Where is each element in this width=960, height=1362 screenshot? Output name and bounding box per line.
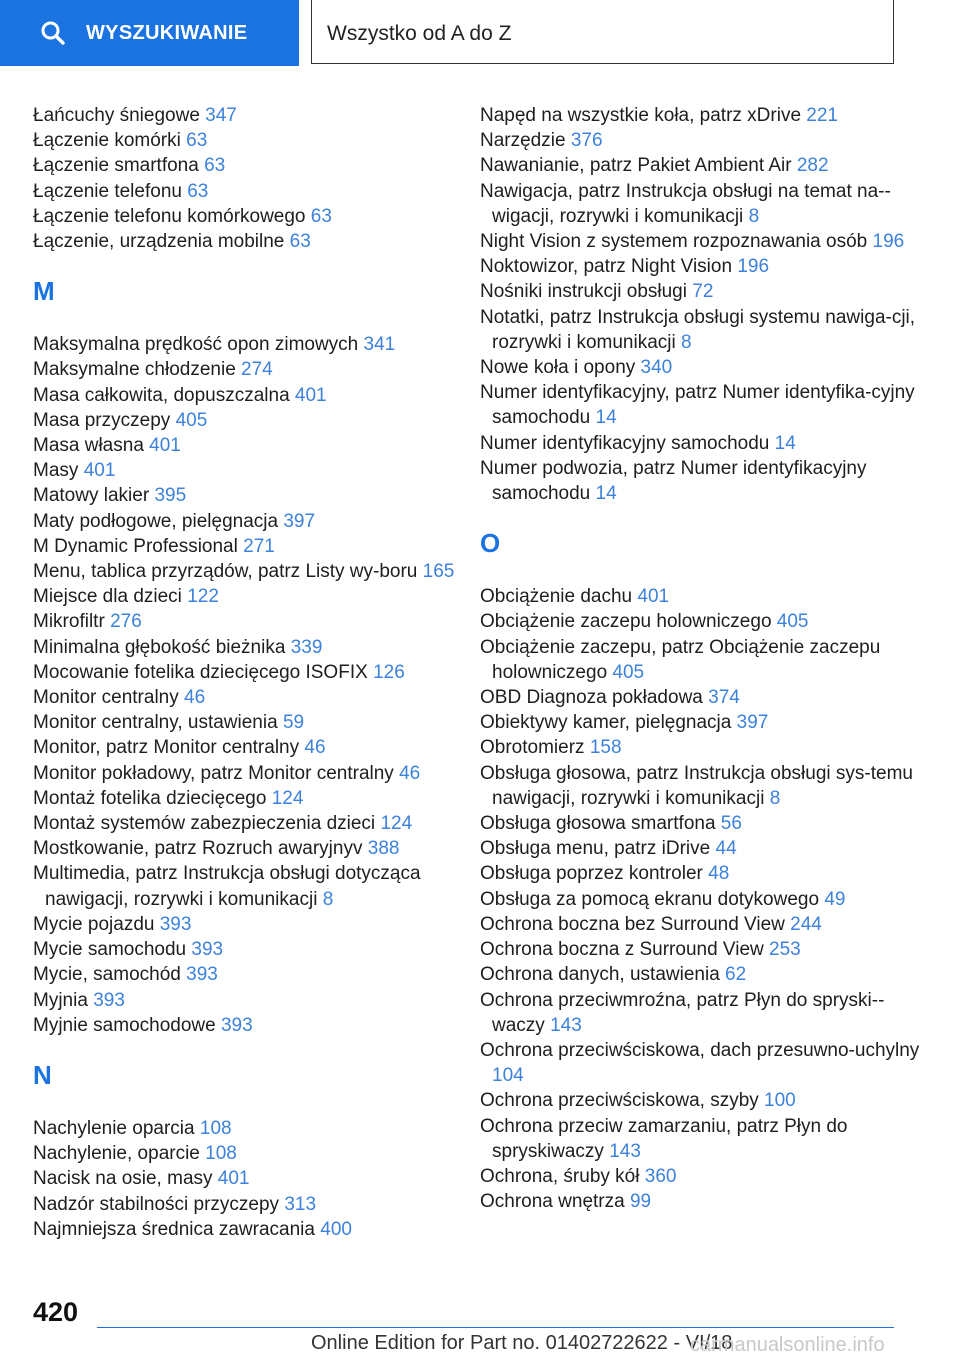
index-entry — [480, 861, 920, 886]
page-link[interactable]: 48 — [708, 863, 730, 885]
entry-term: Ochrona boczna z Surround View — [480, 939, 764, 961]
page-link[interactable]: 401 — [149, 435, 181, 457]
page-link[interactable]: 143 — [550, 1014, 582, 1036]
page-link[interactable]: 401 — [637, 586, 670, 608]
index-entry — [33, 1141, 473, 1166]
page-link[interactable]: 63 — [186, 130, 208, 152]
entry-term: Obsługa menu, patrz iDrive — [480, 838, 711, 860]
page-link[interactable]: 44 — [715, 838, 737, 860]
page-link[interactable]: 405 — [175, 409, 208, 431]
page-link[interactable]: 393 — [186, 964, 218, 986]
page-link[interactable]: 388 — [367, 838, 400, 860]
index-entry — [33, 357, 473, 382]
index-entry — [33, 534, 473, 559]
index-entry — [480, 584, 920, 609]
page-link[interactable]: 143 — [609, 1140, 641, 1162]
page-link[interactable]: 8 — [680, 331, 692, 353]
watermark: carmanualsonline.info — [690, 1334, 885, 1356]
entry-term: M Dynamic Professional — [33, 535, 238, 557]
page-link[interactable]: 46 — [184, 687, 206, 709]
entry-term: Miejsce dla dzieci — [33, 586, 182, 608]
entry-term: Łączenie komórki — [33, 130, 181, 152]
entry-term: Ochrona, śruby kół — [480, 1165, 640, 1187]
search-button[interactable] — [0, 0, 299, 66]
page-link[interactable]: 46 — [399, 762, 421, 784]
breadcrumb-title: Wszystko od A do Z — [327, 22, 512, 45]
entry-term: Monitor centralny, ustawienia — [33, 712, 278, 734]
entry-term: Montaż systemów zabezpieczenia dzieci — [33, 813, 376, 835]
index-entry — [480, 937, 920, 962]
index-entry — [33, 1217, 473, 1242]
index-entry — [480, 1038, 920, 1088]
index-entry — [33, 735, 473, 760]
page-link[interactable]: 126 — [373, 661, 405, 683]
entry-term: Obrotomierz — [480, 737, 585, 759]
index-entry — [33, 912, 473, 937]
index-entry — [33, 408, 473, 433]
index-entry — [33, 128, 473, 153]
page-link[interactable]: 14 — [595, 483, 617, 505]
entry-term: Masa własna — [33, 435, 144, 457]
footer-divider — [97, 1327, 894, 1328]
entry-term: Noktowizor, patrz Night Vision — [480, 256, 733, 278]
page-link[interactable]: 276 — [110, 611, 142, 633]
entry-term: Monitor centralny — [33, 687, 179, 709]
index-entry — [480, 128, 920, 153]
entry-term: Obiektywy kamer, pielęgnacja — [480, 712, 732, 734]
entry-term: Łączenie telefonu komórkowego — [33, 205, 306, 227]
entry-term: Numer identyfikacyjny, patrz Numer identyfika-cyjny samochodu — [480, 382, 915, 429]
page-link[interactable]: 347 — [205, 105, 237, 126]
entry-term: Obsługa za pomocą ekranu dotykowego — [480, 888, 820, 910]
index-entry — [33, 204, 473, 229]
page-link[interactable]: 99 — [629, 1191, 652, 1213]
entry-term: Notatki, patrz Instrukcja obsługi systemu nawiga-cji, rozrywki i komunikacji — [480, 306, 916, 353]
index-entry — [33, 1192, 473, 1217]
page-link[interactable]: 59 — [282, 712, 305, 734]
entry-term: Nachylenie oparcia — [33, 1117, 195, 1139]
page-link[interactable]: 339 — [290, 636, 323, 658]
page-link[interactable]: 108 — [199, 1117, 232, 1139]
index-entry — [480, 609, 920, 634]
entry-term: Najmniejsza średnica zawracania — [33, 1218, 315, 1240]
page-link[interactable]: 393 — [93, 989, 125, 1011]
entry-term: Łańcuchy śniegowe — [33, 105, 200, 126]
index-entry — [33, 584, 473, 609]
page-link[interactable]: 401 — [217, 1168, 250, 1190]
index-entry — [33, 660, 473, 685]
index-entry — [480, 1114, 920, 1164]
index-entry — [480, 1189, 920, 1214]
section-letter: M — [33, 276, 55, 307]
entry-term: Mycie samochodu — [33, 939, 187, 961]
entry-term: Mycie, samochód — [33, 964, 181, 986]
page-link[interactable]: 400 — [320, 1218, 352, 1240]
index-entry — [33, 229, 473, 254]
index-entry — [480, 811, 920, 836]
index-entry — [480, 685, 920, 710]
entry-term: Menu, tablica przyrządów, patrz Listy wy-boru — [33, 561, 418, 583]
page-link[interactable]: 221 — [806, 105, 838, 126]
entry-term: Nawanianie, patrz Pakiet Ambient Air — [480, 155, 792, 177]
index-entry — [480, 279, 920, 304]
index-entry — [480, 153, 920, 178]
index-entry — [480, 229, 920, 254]
index-entry — [33, 103, 473, 128]
entry-term: Mostkowanie, patrz Rozruch awaryjnyv — [33, 838, 363, 860]
entry-term: Ochrona przeciwściskowa, dach przesuwno-uchylny — [480, 1039, 920, 1061]
entry-term: Narzędzie — [480, 130, 566, 152]
page-link[interactable]: 158 — [589, 737, 622, 759]
index-entry — [480, 179, 920, 229]
entry-term: Maksymalna prędkość opon zimowych — [33, 334, 359, 356]
entry-term: Obciążenie zaczepu, patrz Obciążenie zaczepu holowniczego — [480, 636, 881, 683]
page-link[interactable]: 282 — [796, 155, 829, 177]
page-link[interactable]: 397 — [283, 510, 316, 532]
index-entry — [33, 861, 473, 911]
entry-term: Myjnie samochodowe — [33, 1014, 216, 1036]
entry-term: Nawigacja, patrz Instrukcja obsługi na temat na-wigacji, rozrywki i komunikacji — [480, 180, 891, 227]
entry-term: Nowe koła i opony — [480, 357, 636, 379]
page-link[interactable]: 56 — [720, 813, 742, 835]
page-link[interactable]: 253 — [769, 939, 801, 961]
entry-term: Ochrona przeciw zamarzaniu, patrz Płyn do spryskiwaczy — [480, 1115, 848, 1162]
index-entry — [33, 433, 473, 458]
index-entry — [33, 1013, 473, 1038]
entry-term: Numer podwozia, patrz Numer identyfikacyjny samochodu — [480, 457, 867, 505]
index-entry — [480, 431, 920, 456]
entry-term: Ochrona danych, ustawienia — [480, 964, 720, 986]
index-entry — [33, 1116, 473, 1141]
index-entry — [480, 912, 920, 937]
page-link[interactable]: 63 — [310, 205, 332, 227]
breadcrumb[interactable] — [311, 0, 894, 64]
page-link[interactable]: 8 — [322, 888, 334, 910]
entry-term: Ochrona wnętrza — [480, 1191, 625, 1213]
index-entry — [480, 1164, 920, 1189]
page-link[interactable]: 397 — [736, 712, 769, 734]
index-entry — [33, 609, 473, 634]
entry-term: Masy — [33, 460, 79, 482]
index-entry — [480, 254, 920, 279]
page-link[interactable]: 14 — [774, 432, 796, 454]
page-link[interactable]: 360 — [644, 1165, 677, 1187]
index-entry — [480, 962, 920, 987]
entry-term: Mycie pojazdu — [33, 913, 155, 935]
page-link[interactable]: 8 — [748, 205, 760, 227]
page-link[interactable]: 196 — [737, 256, 770, 278]
page-link[interactable]: 376 — [570, 130, 603, 152]
index-entry — [480, 355, 920, 380]
edition-label: Online Edition for Part no. 01402722622 - VI/18 — [311, 1332, 733, 1354]
entry-term: Maksymalne chłodzenie — [33, 359, 236, 381]
page-link[interactable]: 8 — [769, 787, 781, 809]
entry-term: Nadzór stabilności przyczepy — [33, 1193, 280, 1215]
index-entry — [33, 836, 473, 861]
index-column-left — [33, 103, 473, 1242]
page-link[interactable]: 72 — [692, 281, 714, 303]
top-bar — [0, 0, 960, 66]
entry-term: Monitor, patrz Monitor centralny — [33, 737, 300, 759]
page-link[interactable]: 108 — [205, 1143, 237, 1165]
page-link[interactable]: 393 — [191, 939, 224, 961]
section-letter: N — [33, 1059, 52, 1090]
page-link[interactable]: 100 — [764, 1090, 796, 1112]
entry-term: Maty podłogowe, pielęgnacja — [33, 510, 279, 532]
entry-term: Numer identyfikacyjny samochodu — [480, 432, 770, 454]
index-entry — [33, 153, 473, 178]
entry-term: Night Vision z systemem rozpoznawania osób — [480, 231, 868, 253]
index-entry — [480, 836, 920, 861]
entry-term: Matowy lakier — [33, 485, 150, 507]
index-entry — [480, 710, 920, 735]
entry-term: Napęd na wszystkie koła, patrz xDrive — [480, 105, 802, 126]
index-column-right — [480, 103, 920, 1214]
section-letter: O — [480, 528, 501, 559]
page-link[interactable]: 104 — [492, 1065, 524, 1087]
entry-term: Myjnia — [33, 989, 88, 1011]
index-entry — [480, 735, 920, 760]
index-entry — [33, 332, 473, 357]
entry-term: Ochrona przeciwściskowa, szyby — [480, 1090, 759, 1112]
entry-term: Masa przyczepy — [33, 409, 171, 431]
index-entry — [480, 380, 920, 430]
index-entry — [33, 483, 473, 508]
page-number: 420 — [33, 1297, 79, 1327]
page-link[interactable]: 124 — [380, 813, 413, 835]
entry-term: Ochrona przeciwmroźna, patrz Płyn do spryski-waczy — [480, 989, 885, 1036]
page-link[interactable]: 14 — [595, 407, 617, 429]
entry-term: Multimedia, patrz Instrukcja obsługi dotycząca nawigacji, rozrywki i komunikacji — [33, 863, 421, 910]
page-link[interactable]: 393 — [159, 913, 192, 935]
entry-term: Obsługa poprzez kontroler — [480, 863, 703, 885]
page-link[interactable]: 244 — [790, 913, 822, 935]
page-link[interactable]: 124 — [271, 787, 304, 809]
index-entry — [480, 456, 920, 506]
index-entry — [33, 1166, 473, 1191]
page-link[interactable]: 63 — [289, 231, 311, 253]
index-entry — [480, 305, 920, 355]
index-entry — [33, 635, 473, 660]
entry-term: Montaż fotelika dziecięcego — [33, 787, 267, 809]
page-link[interactable]: 395 — [154, 485, 187, 507]
page-link[interactable]: 196 — [872, 231, 905, 253]
entry-term: Obsługa głosowa smartfona — [480, 813, 716, 835]
index-entry — [33, 786, 473, 811]
index-entry — [480, 761, 920, 811]
page-link[interactable]: 165 — [422, 561, 455, 583]
page-link[interactable]: 401 — [83, 460, 116, 482]
entry-term: OBD Diagnoza pokładowa — [480, 687, 703, 709]
index-entry — [33, 811, 473, 836]
index-entry — [480, 988, 920, 1038]
page-link[interactable]: 274 — [241, 359, 273, 381]
entry-term: Nacisk na osie, masy — [33, 1168, 213, 1190]
entry-term: Masa całkowita, dopuszczalna — [33, 384, 290, 406]
index-entry — [33, 761, 473, 786]
page-link[interactable]: 62 — [725, 964, 747, 986]
page-link[interactable]: 405 — [612, 661, 645, 683]
page-link[interactable]: 393 — [220, 1014, 253, 1036]
index-entry — [33, 685, 473, 710]
index-entry — [480, 1088, 920, 1113]
entry-term: Łączenie smartfona — [33, 155, 199, 177]
page-link[interactable]: 313 — [284, 1193, 317, 1215]
index-entry — [33, 710, 473, 735]
page-link[interactable]: 46 — [304, 737, 326, 759]
index-entry — [480, 887, 920, 912]
page-link[interactable]: 63 — [187, 180, 209, 202]
search-icon — [40, 20, 66, 46]
page-link[interactable]: 374 — [708, 687, 740, 709]
search-label: WYSZUKIWANIE — [86, 22, 248, 44]
entry-term: Ochrona boczna bez Surround View — [480, 913, 785, 935]
index-entry — [33, 458, 473, 483]
index-entry — [480, 635, 920, 685]
index-entry — [33, 559, 473, 584]
page-link[interactable]: 340 — [640, 357, 673, 379]
index-entry — [33, 962, 473, 987]
entry-term: Obciążenie dachu — [480, 586, 633, 608]
page-link[interactable]: 63 — [204, 155, 226, 177]
entry-term: Mikrofiltr — [33, 611, 105, 633]
page-link[interactable]: 405 — [776, 611, 809, 633]
index-entry — [33, 179, 473, 204]
index-entry — [33, 509, 473, 534]
entry-term: Obciążenie zaczepu holowniczego — [480, 611, 772, 633]
entry-term: Nachylenie, oparcie — [33, 1143, 200, 1165]
entry-term: Mocowanie fotelika dziecięcego ISOFIX — [33, 661, 368, 683]
entry-term: Nośniki instrukcji obsługi — [480, 281, 687, 303]
page-link[interactable]: 401 — [294, 384, 327, 406]
index-entry — [33, 383, 473, 408]
page-link[interactable]: 122 — [187, 586, 219, 608]
index-entry — [33, 988, 473, 1013]
entry-term: Łączenie telefonu — [33, 180, 182, 202]
entry-term: Monitor pokładowy, patrz Monitor centralny — [33, 762, 394, 784]
index-entry — [33, 937, 473, 962]
index-entry — [480, 103, 920, 128]
entry-term: Minimalna głębokość bieżnika — [33, 636, 286, 658]
page-link[interactable]: 49 — [824, 888, 846, 910]
page-link[interactable]: 341 — [363, 334, 396, 356]
entry-term: Obsługa głosowa, patrz Instrukcja obsługi sys-temu nawigacji, rozrywki i komunikacji — [480, 762, 913, 809]
entry-term: Łączenie, urządzenia mobilne — [33, 231, 285, 253]
page-link[interactable]: 271 — [243, 535, 275, 557]
